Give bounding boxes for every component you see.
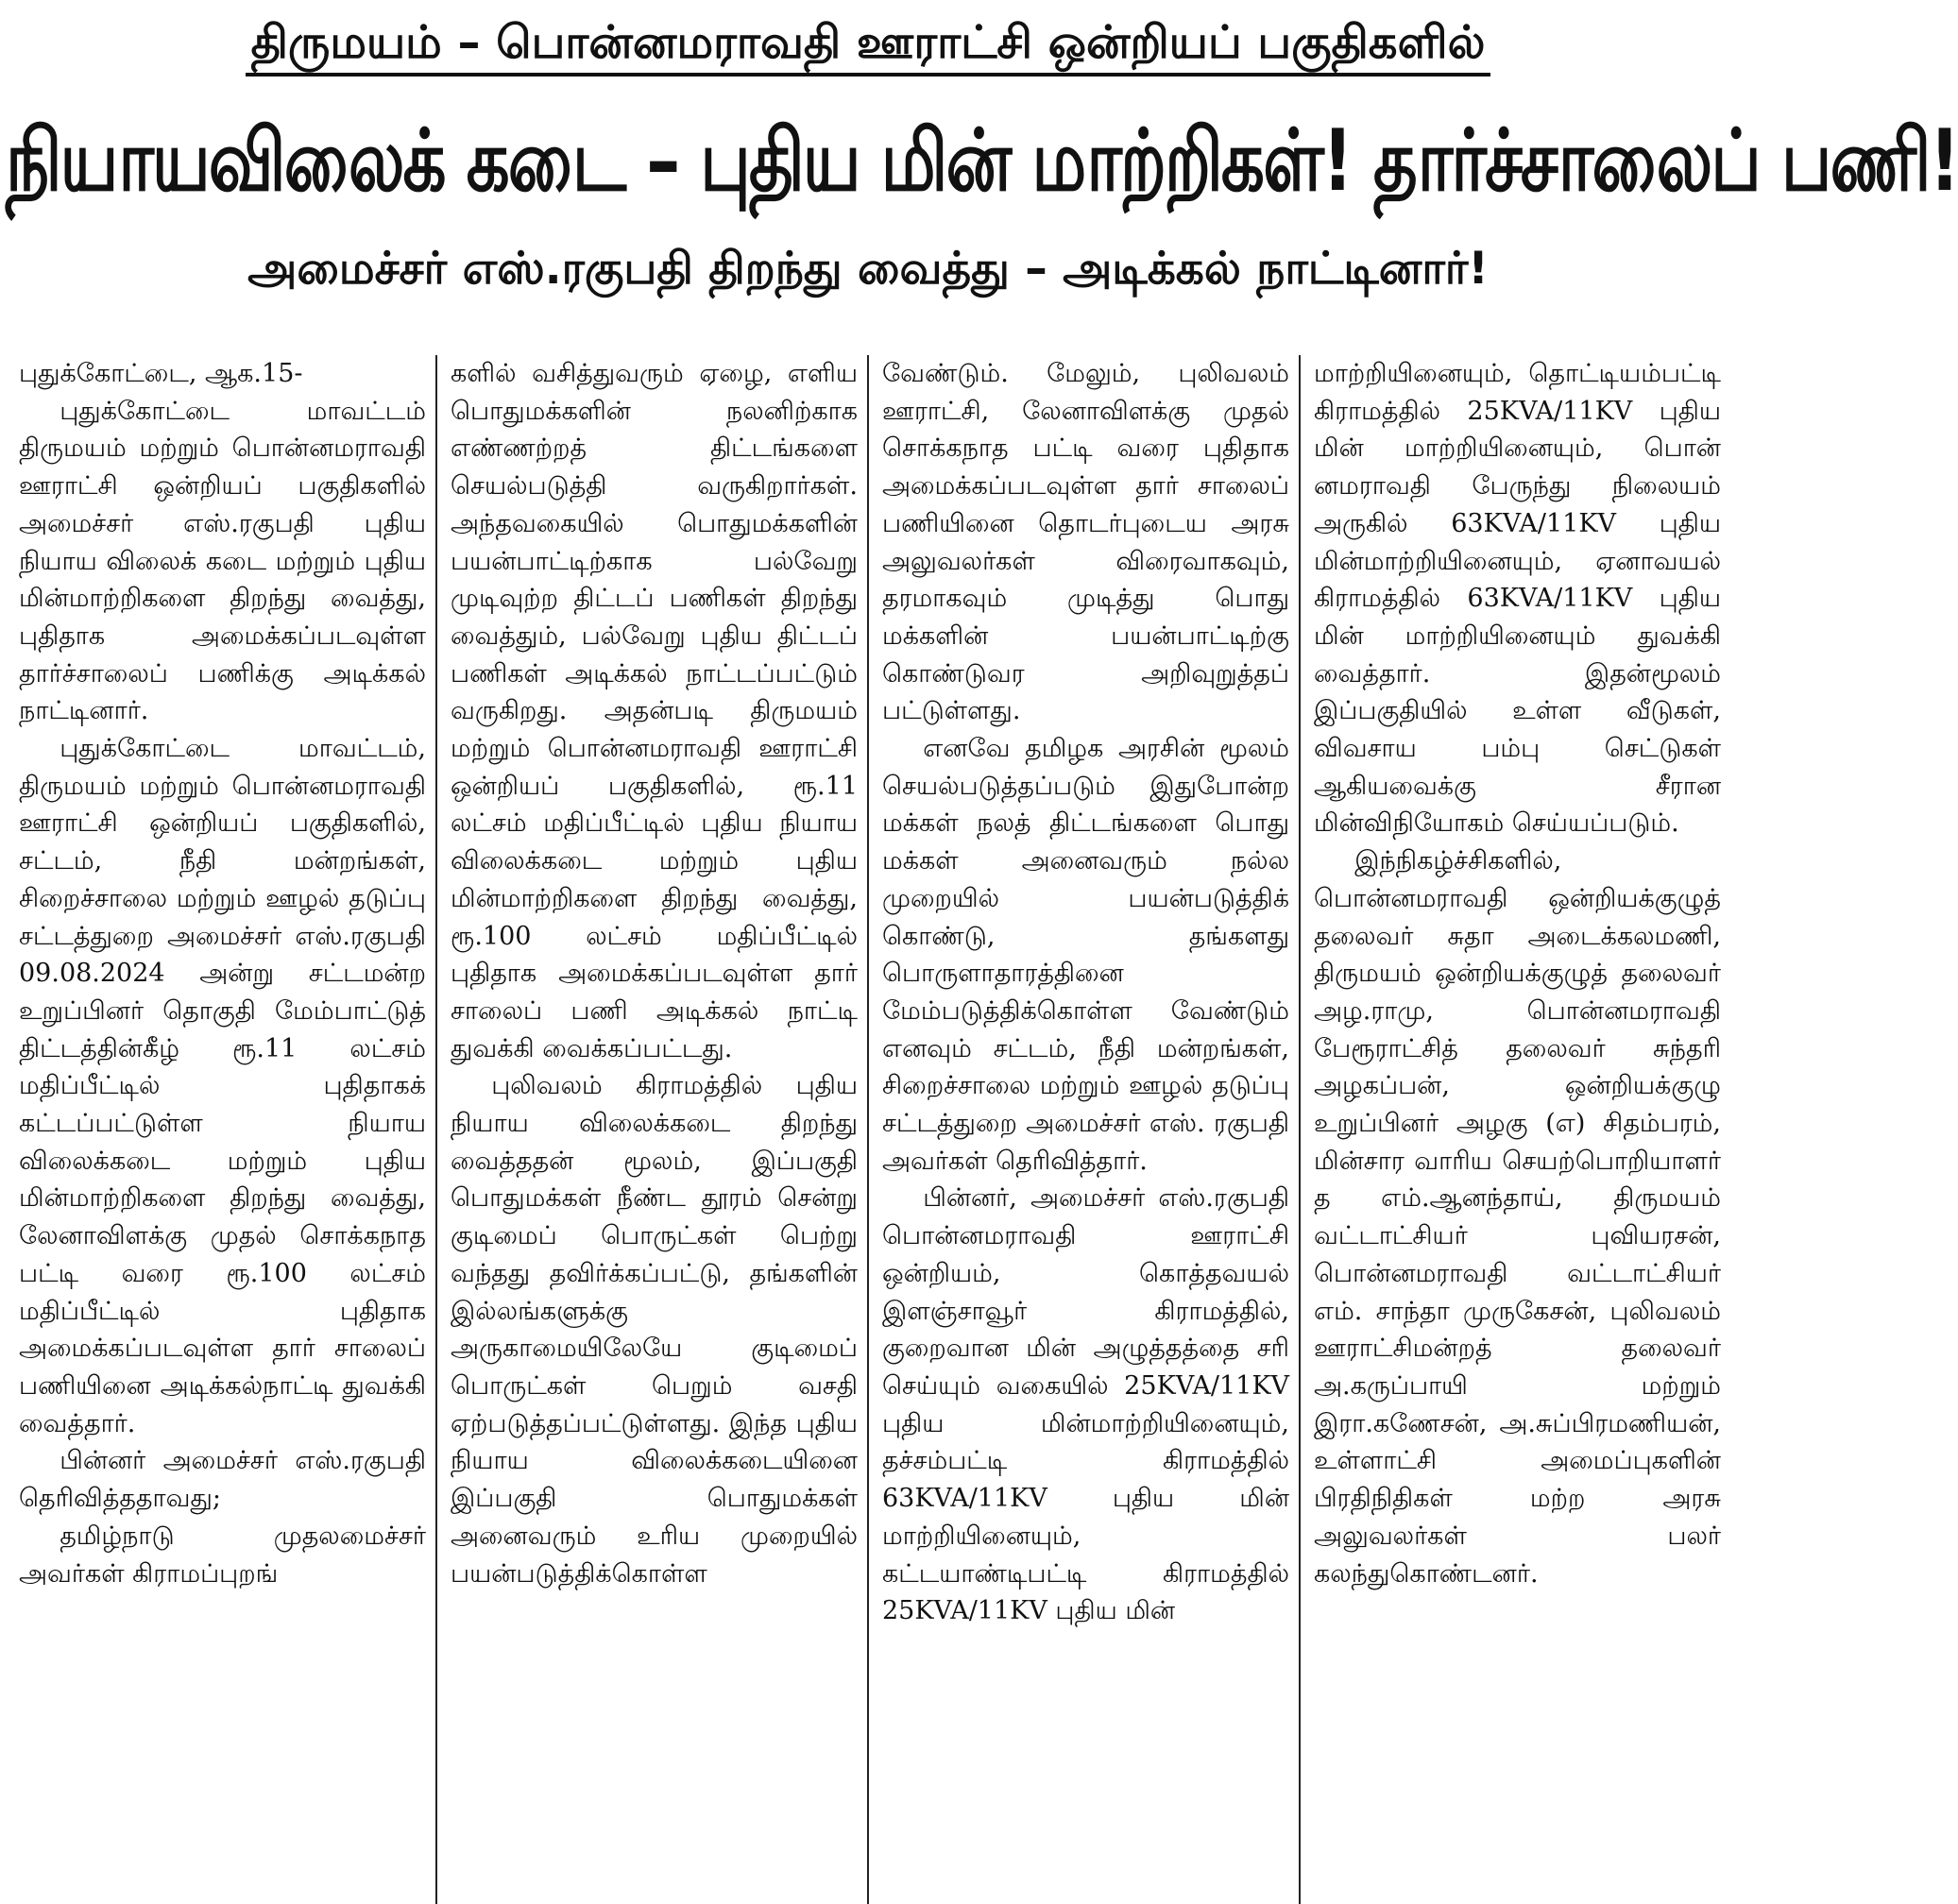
column-4 [1299,355,1730,1904]
article-body [6,355,1730,1904]
paragraph: தமிழ்நாடு முதலமைச்சர் அவர்கள் கிராமப்புறங் [19,1521,426,1589]
paragraph: இந்நிகழ்ச்சிகளில், பொன்னமராவதி ஒன்றியக்குழுத் தலைவர் சுதா அடைக்கலமணி, திருமயம் ஒன்றியக்குழுத் தலைவர் அழ.ராமு, பொன்னமராவதி பேரூராட்சித் தலைவர் சுந்தரி அழகப்பன், ஒன்றியக்குழு உறுப்பினர் அழகு (எ) சிதம்பரம், மின்சார வாரிய செயற்பொறியாளர் த எம்.ஆனந்தாய், திருமயம் வட்டாட்சியர் புவியரசன், பொன்னமராவதி வட்டாட்சியர் எம். சாந்தா முருகேசன், புலிவலம் ஊராட்சிமன்றத் தலைவர் அ.கருப்பாயி மற்றும் இரா.கணேசன், அ.சுப்பிரமணியன், உள்ளாட்சி அமைப்புகளின் பிரதிநிதிகள் மற்ற அரசு அலுவலர்கள் பலர் கலந்துகொண்டனர். [1314,846,1721,1589]
paragraph: எனவே தமிழக அரசின் மூலம் செயல்படுத்தப்படும் இதுபோன்ற மக்கள் நலத் திட்டங்களை பொது மக்கள் அனைவரும் நல்ல முறையில் பயன்படுத்திக் கொண்டு, தங்களது பொருளாதாரத்தினை மேம்படுத்திக்கொள்ள வேண்டும் எனவும் சட்டம், நீதி மன்றங்கள், சிறைச்சாலை மற்றும் ஊழல் தடுப்பு சட்டத்துறை அமைச்சர் எஸ். ரகுபதி அவர்கள் தெரிவித்தார். [882,734,1289,1176]
kicker-text: திருமயம் – பொன்னமராவதி ஊராட்சி ஒன்றியப் பகுதிகளில் [246,16,1491,76]
subheadline: அமைச்சர் எஸ்.ரகுபதி திறந்து வைத்து – அடிக்கல் நாட்டினார்! [247,243,1489,295]
dateline: புதுக்கோட்டை, ஆக.15- [19,359,303,388]
column-1 [6,355,435,1904]
kicker-line [6,13,1730,72]
column-3 [867,355,1299,1904]
column-2 [435,355,867,1904]
paragraph: புலிவலம் கிராமத்தில் புதிய நியாய விலைக்கடை திறந்து வைத்ததன் மூலம், இப்பகுதி பொதுமக்கள் நீண்ட தூரம் சென்று குடிமைப் பொருட்கள் பெற்று வந்தது தவிர்க்கப்பட்டு, தங்களின் இல்லங்களுக்கு அருகாமையிலேயே குடிமைப் பொருட்கள் பெறும் வசதி ஏற்படுத்தப்பட்டுள்ளது. இந்த புதிய நியாய விலைக்கடையினை இப்பகுதி பொதுமக்கள் அனைவரும் உரிய முறையில் பயன்படுத்திக்கொள்ள [451,1071,858,1589]
paragraph: வேண்டும். மேலும், புலிவலம் ஊராட்சி, லேனாவிளக்கு முதல் சொக்கநாத பட்டி வரை புதிதாக அமைக்கப்படவுள்ள தார் சாலைப் பணியினை தொடர்புடைய அரசு அலுவலர்கள் விரைவாகவும், தரமாகவும் முடித்து பொது மக்களின் பயன்பாட்டிற்கு கொண்டுவர அறிவுறுத்தப் பட்டுள்ளது. [882,359,1289,726]
paragraph: களில் வசித்துவரும் ஏழை, எளிய பொதுமக்களின் நலனிற்காக எண்ணற்றத் திட்டங்களை செயல்படுத்தி வருகிறார்கள். அந்தவகையில் பொதுமக்களின் பயன்பாட்டிற்காக பல்வேறு முடிவுற்ற திட்டப் பணிகள் திறந்து வைத்தும், பல்வேறு புதிய திட்டப் பணிகள் அடிக்கல் நாட்டப்பட்டும் வருகிறது. அதன்படி திருமயம் மற்றும் பொன்னமராவதி ஊராட்சி ஒன்றியப் பகுதிகளில், ரூ.11 லட்சம் மதிப்பீட்டில் புதிய நியாய விலைக்கடை மற்றும் புதிய மின்மாற்றிகளை திறந்து வைத்து, ரூ.100 லட்சம் மதிப்பீட்டில் புதிதாக அமைக்கப்படவுள்ள தார் சாலைப் பணி அடிக்கல் நாட்டி துவக்கி வைக்கப்பட்டது. [451,359,858,1063]
headline: நியாயவிலைக் கடை – புதிய மின் மாற்றிகள்! தார்ச்சாலைப் பணி! [6,110,1958,211]
newspaper-article [0,13,1958,1904]
paragraph: புதுக்கோட்டை மாவட்டம் திருமயம் மற்றும் பொன்னமராவதி ஊராட்சி ஒன்றியப் பகுதிகளில் அமைச்சர் எஸ்.ரகுபதி புதிய நியாய விலைக் கடை மற்றும் புதிய மின்மாற்றிகளை திறந்து வைத்து, புதிதாக அமைக்கப்படவுள்ள தார்ச்சாலைப் பணிக்கு அடிக்கல் நாட்டினார். [19,396,426,726]
paragraph: பின்னர், அமைச்சர் எஸ்.ரகுபதி பொன்னமராவதி ஊராட்சி ஒன்றியம், கொத்தவயல் இளஞ்சாவூர் கிராமத்தில், குறைவான மின் அழுத்தத்தை சரி செய்யும் வகையில் 25KVA/11KV புதிய மின்மாற்றியினையும், தச்சம்பட்டி கிராமத்தில் 63KVA/11KV புதிய மின் மாற்றியினையும், கட்டயாண்டிபட்டி கிராமத்தில் 25KVA/11KV புதிய மின் [882,1183,1289,1626]
paragraph: பின்னர் அமைச்சர் எஸ்.ரகுபதி தெரிவித்ததாவது; [19,1446,426,1514]
paragraph: புதுக்கோட்டை மாவட்டம், திருமயம் மற்றும் பொன்னமராவதி ஊராட்சி ஒன்றியப் பகுதிகளில், சட்டம், நீதி மன்றங்கள், சிறைச்சாலை மற்றும் ஊழல் தடுப்பு சட்டத்துறை அமைச்சர் எஸ்.ரகுபதி 09.08.2024 அன்று சட்டமன்ற உறுப்பினர் தொகுதி மேம்பாட்டுத் திட்டத்தின்கீழ் ரூ.11 லட்சம் மதிப்பீட்டில் புதிதாகக் கட்டப்பட்டுள்ள நியாய விலைக்கடை மற்றும் புதிய மின்மாற்றிகளை திறந்து வைத்து, லேனாவிளக்கு முதல் சொக்கநாத பட்டி வரை ரூ.100 லட்சம் மதிப்பீட்டில் புதிதாக அமைக்கப்படவுள்ள தார் சாலைப் பணியினை அடிக்கல்நாட்டி துவக்கி வைத்தார். [19,734,426,1438]
paragraph: மாற்றியினையும், தொட்டியம்பட்டி கிராமத்தில் 25KVA/11KV புதிய மின் மாற்றியினையும், பொன் னமராவதி பேருந்து நிலையம் அருகில் 63KVA/11KV புதிய மின்மாற்றியினையும், ஏனாவயல் கிராமத்தில் 63KVA/11KV புதிய மின் மாற்றியினையும் துவக்கி வைத்தார். இதன்மூலம் இப்பகுதியில் உள்ள வீடுகள், விவசாய பம்பு செட்டுகள் ஆகியவைக்கு சீரான மின்விநியோகம் செய்யப்படும். [1314,359,1721,839]
